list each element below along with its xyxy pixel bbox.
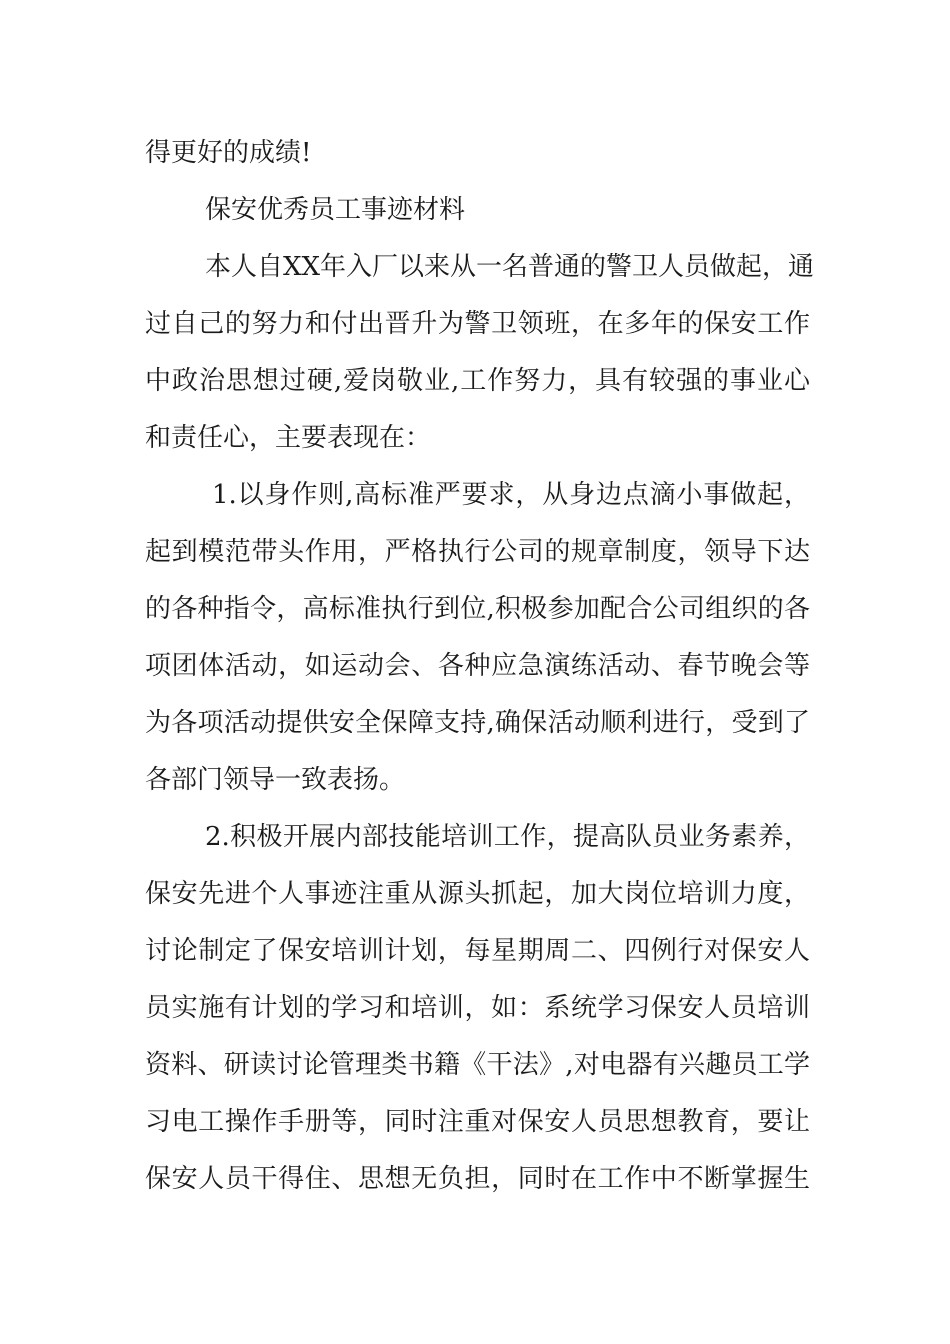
text-line-1: 得更好的成绩!: [145, 138, 312, 168]
text-line-6: 和责任心，主要表现在：: [145, 423, 432, 453]
text-line-4: 过自己的努力和付出晋升为警卫领班，在多年的保安工作: [145, 309, 810, 339]
text-line-14: 保安先进个人事迹注重从源头抓起，加大岗位培训力度，: [145, 879, 810, 909]
text-line-18: 习电工操作手册等，同时注重对保安人员思想教育，要让: [145, 1107, 810, 1137]
text-line-12: 各部门领导一致表扬。: [145, 765, 406, 795]
text-line-5: 中政治思想过硬,爱岗敬业,工作努力，具有较强的事业心: [145, 366, 810, 396]
text-line-17: 资料、研读讨论管理类书籍《干法》,对电器有兴趣员工学: [145, 1050, 810, 1080]
text-line-7: 1.以身作则,高标准严要求，从身边点滴小事做起，: [212, 480, 810, 510]
text-line-19: 保安人员干得住、思想无负担，同时在工作中不断掌握生: [145, 1164, 810, 1194]
text-line-15: 讨论制定了保安培训计划，每星期周二、四例行对保安人: [145, 936, 810, 966]
text-line-8: 起到模范带头作用，严格执行公司的规章制度，领导下达: [145, 537, 810, 567]
text-line-9: 的各种指令，高标准执行到位,积极参加配合公司组织的各: [145, 594, 810, 624]
text-line-3: 本人自XX年入厂以来从一名普通的警卫人员做起，通: [205, 252, 815, 282]
section-title: 保安优秀员工事迹材料: [205, 195, 466, 225]
text-line-11: 为各项活动提供安全保障支持,确保活动顺利进行，受到了: [145, 708, 810, 738]
text-line-10: 项团体活动，如运动会、各种应急演练活动、春节晚会等: [145, 651, 810, 681]
text-line-13: 2.积极开展内部技能培训工作，提高队员业务素养，: [205, 822, 810, 852]
text-line-16: 员实施有计划的学习和培训，如：系统学习保安人员培训: [145, 993, 810, 1023]
